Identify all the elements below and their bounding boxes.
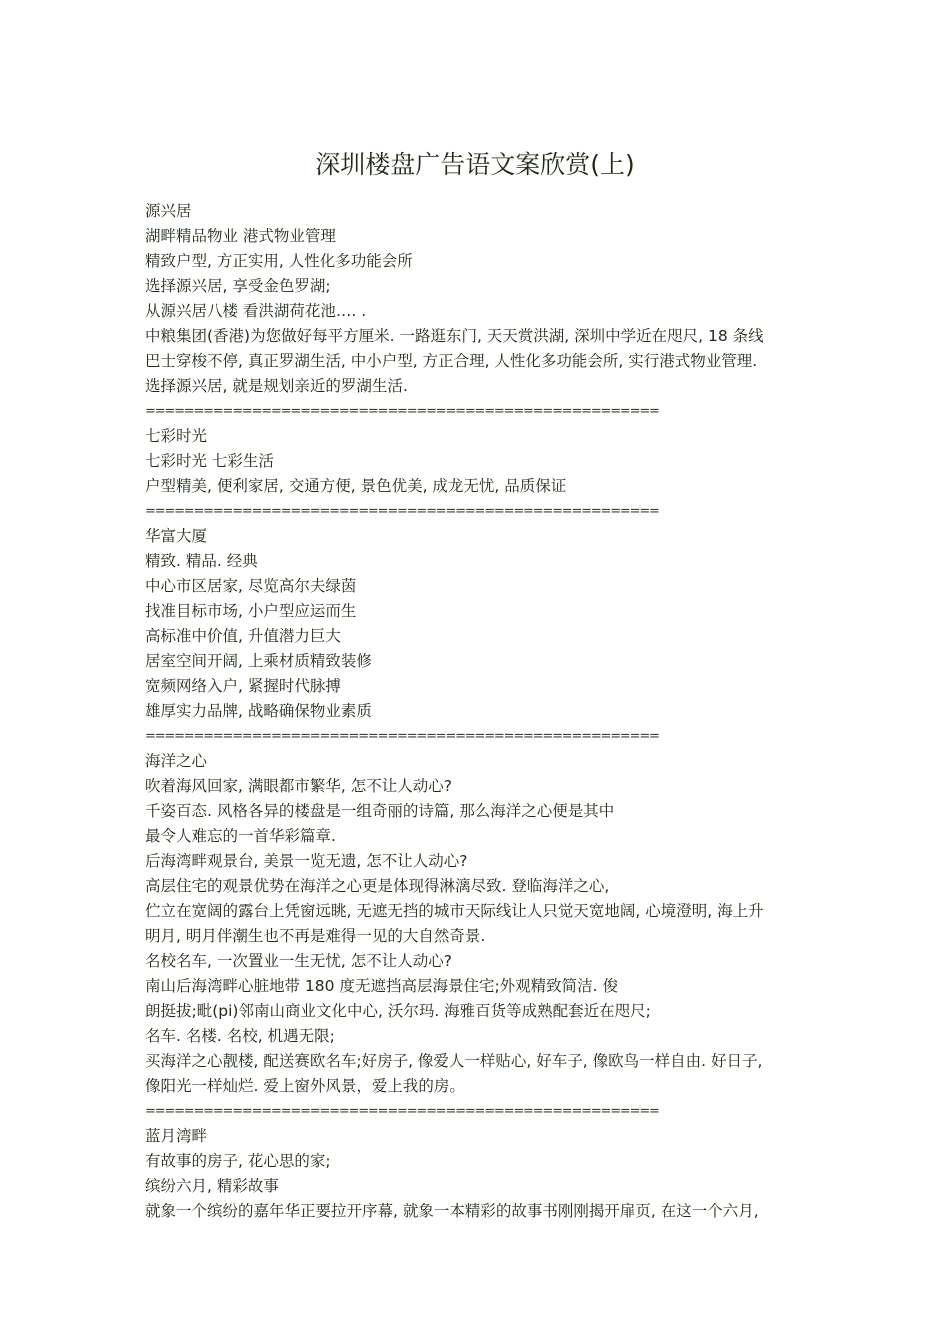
text-line: 从源兴居八楼 看洪湖荷花池…. . xyxy=(145,302,367,320)
text-line: 明月, 明月伴潮生也不再是难得一见的大自然奇景. xyxy=(145,927,486,945)
text-line: 千姿百态. 风格各异的楼盘是一组奇丽的诗篇, 那么海洋之心便是其中 xyxy=(145,802,615,820)
text-line: 蓝月湾畔 xyxy=(145,1127,208,1145)
text-line: 名车. 名楼. 名校, 机遇无限; xyxy=(145,1027,335,1045)
text-line: 湖畔精品物业 港式物业管理 xyxy=(145,227,336,245)
text-line: 像阳光一样灿烂. 爱上窗外风景，爱上我的房。 xyxy=(145,1077,465,1095)
text-line: 朗挺拔;毗(pi)邻南山商业文化中心, 沃尔玛. 海雅百货等成熟配套近在咫尺; xyxy=(145,1002,651,1020)
document-title: 深圳楼盘广告语文案欣赏(上) xyxy=(315,150,635,179)
text-line: 找准目标市场, 小户型应运而生 xyxy=(145,602,357,620)
text-line: 高层住宅的观景优势在海洋之心更是体现得淋漓尽致. 登临海洋之心, xyxy=(145,877,610,895)
text-line: 有故事的房子, 花心思的家; xyxy=(145,1152,331,1170)
separator-line: ===================================================== xyxy=(145,404,659,419)
document-body xyxy=(145,199,825,1224)
text-line: 七彩时光 七彩生活 xyxy=(145,452,274,470)
text-line: 最令人难忘的一首华彩篇章. xyxy=(145,827,336,845)
text-line: 买海洋之心靓楼, 配送赛欧名车;好房子, 像爱人一样贴心, 好车子, 像欧鸟一样自由. 好日子, xyxy=(145,1052,763,1070)
text-line: 就象一个缤纷的嘉年华正要拉开序幕, 就象一本精彩的故事书刚刚揭开扉页, 在这一个六月, xyxy=(145,1202,759,1220)
text-line: 中心市区居家, 尽览高尔夫绿茵 xyxy=(145,577,357,595)
separator-line: ===================================================== xyxy=(145,729,659,744)
text-line: 雄厚实力品牌, 战略确保物业素质 xyxy=(145,702,372,720)
text-line: 巴士穿梭不停, 真正罗湖生活, 中小户型, 方正合理, 人性化多功能会所, 实行港式物业管理. xyxy=(145,352,758,370)
text-line: 后海湾畔观景台, 美景一览无遗, 怎不让人动心? xyxy=(145,852,468,870)
text-line: 高标准中价值, 升值潜力巨大 xyxy=(145,627,341,645)
text-line: 南山后海湾畔心脏地带 180 度无遮挡高层海景住宅;外观精致简洁. 俊 xyxy=(145,977,619,995)
text-line: 缤纷六月, 精彩故事 xyxy=(145,1177,279,1195)
text-line: 伫立在宽阔的露台上凭窗远眺, 无遮无挡的城市天际线让人只觉天宽地阔, 心境澄明, 海上升 xyxy=(145,902,764,920)
separator-line: ===================================================== xyxy=(145,1104,659,1119)
text-line: 选择源兴居, 享受金色罗湖; xyxy=(145,277,331,295)
text-line: 户型精美, 便利家居, 交通方便, 景色优美, 成龙无忧, 品质保证 xyxy=(145,477,567,495)
text-line: 七彩时光 xyxy=(145,427,208,445)
text-line: 华富大厦 xyxy=(145,527,208,545)
text-line: 源兴居 xyxy=(145,202,192,220)
text-line: 精致户型, 方正实用, 人性化多功能会所 xyxy=(145,252,413,270)
text-line: 吹着海风回家, 满眼都市繁华, 怎不让人动心? xyxy=(145,777,452,795)
text-line: 居室空间开阔, 上乘材质精致装修 xyxy=(145,652,372,670)
text-line: 宽频网络入户, 紧握时代脉搏 xyxy=(145,677,341,695)
text-line: 选择源兴居, 就是规划亲近的罗湖生活. xyxy=(145,377,408,395)
separator-line: ===================================================== xyxy=(145,504,659,519)
text-line: 名校名车, 一次置业一生无忧, 怎不让人动心? xyxy=(145,952,452,970)
text-line: 中粮集团(香港)为您做好每平方厘米. 一路逛东门, 天天赏洪湖, 深圳中学近在咫尺, 18 条线 xyxy=(145,327,764,345)
text-line: 精致. 精品. 经典 xyxy=(145,552,258,570)
text-line: 海洋之心 xyxy=(145,752,208,770)
